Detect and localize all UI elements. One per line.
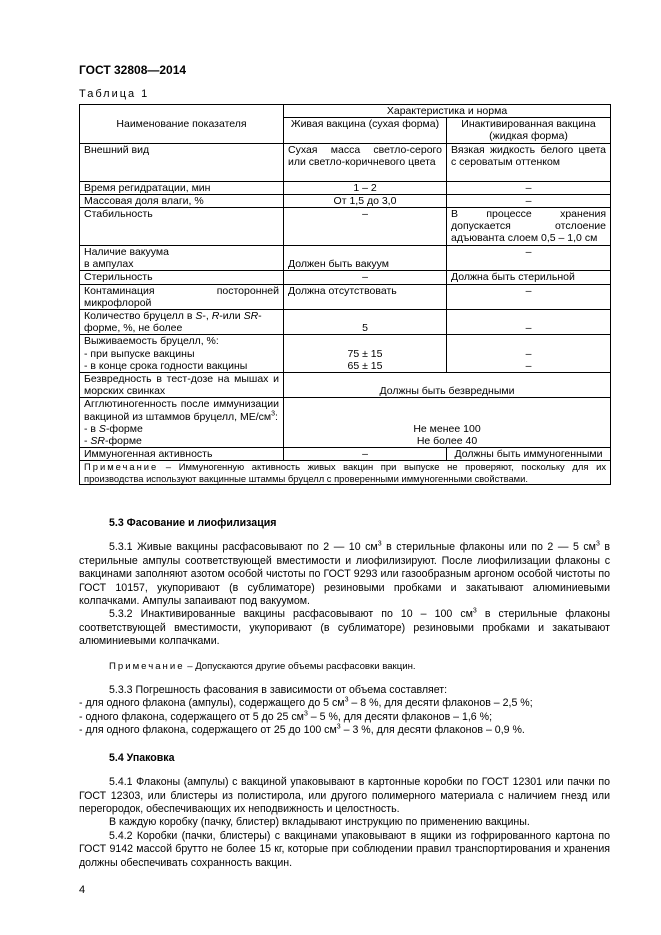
paragraph: 5.3.3 Погрешность фасования в зависимости от объема составляет: — [109, 684, 448, 697]
table-row — [80, 271, 611, 284]
cell-inact: – — [447, 284, 611, 309]
row-label: Стабильность — [80, 208, 284, 246]
list-item: - одного флакона, содержащего от 5 до 25 $см^3 - 5$ %, для десяти флаконов – 1,6 %; — [79, 710, 493, 723]
table-row — [80, 373, 611, 398]
cell-both: Должны быть безвредными — [284, 373, 611, 398]
header-group: Характеристика и норма — [284, 105, 611, 118]
cell-inact: – — [447, 194, 611, 207]
cell-live: – — [284, 271, 447, 284]
cell-inact: – — [447, 181, 611, 194]
header-live: Живая вакцина (сухая форма) — [284, 118, 447, 143]
table-row — [80, 448, 611, 461]
cell-live: От 1,5 до 3,0 — [284, 194, 447, 207]
row-label: Безвредность в тест-дозе на мышах и морских свинках — [80, 373, 284, 398]
row-label: Время регидратации, мин — [80, 181, 284, 194]
row-label: Массовая доля влаги, % — [80, 194, 284, 207]
cell-inact: Должна быть стерильной — [447, 271, 611, 284]
table-header-row — [80, 105, 611, 118]
cell-inact: – — [447, 246, 611, 271]
section-heading: 5.3 Фасование и лиофилизация — [109, 517, 277, 529]
header-name: Наименование показателя — [80, 105, 284, 144]
cell-live: Должна отсутствовать — [284, 284, 447, 309]
row-label: Иммуногенная активность — [80, 448, 284, 461]
list-item: - для одного флакона, содержащего от 25 до 100 $см^3 - 3$ %, для десяти флаконов – 0,9 %. — [79, 723, 525, 737]
paragraph: 5.3.2 Инактивированные вакцины расфасовывают по 10 – 100 $см^3$ в стерильные флаконы соответствующей вместимости, укупоривают (в сублиматоре) резиновыми пробками и закатывают алюминиевыми колпачками. — [79, 607, 610, 648]
cell-live: Должен быть вакуум — [284, 246, 447, 271]
cell-inact: В процессе хранения допускается отслоение адъюванта слоем 0,5 – 1,0 см — [447, 208, 611, 246]
cell-both: Не менее 100 Не более 40 — [284, 398, 611, 448]
table-row — [80, 284, 611, 309]
note: Примечание – Допускаются другие объемы расфасовки вакцин. — [109, 660, 416, 672]
table-row — [80, 143, 611, 181]
paragraph: 5.4.2 Коробки (пачки, блистеры) с вакцинами упаковывают в ящики из гофрированного картона по ГОСТ 9142 массой брутто не более 15 кг, которые при соблюдении правил транспортирования и хранения должны обеспечивать сохранность вакцин. — [79, 829, 610, 869]
cell-inact: Должны быть иммуногенными — [447, 448, 611, 461]
page-number: 4 — [79, 884, 86, 896]
table-row — [80, 208, 611, 246]
cell-live: 5 — [284, 310, 447, 335]
table-row — [80, 398, 611, 448]
cell-live: 75 ± 15 65 ± 15 — [284, 335, 447, 373]
section-heading: 5.4 Упаковка — [109, 751, 175, 764]
paragraph: 5.4.1 Флаконы (ампулы) с вакциной упаковывают в картонные коробки по ГОСТ 12301 или пачки по ГОСТ 12303, или блистеры из полистирола, или другого полимерного материала с наличием гнезд или перегородок, обеспечивающих их неподвижность и целостность. — [79, 776, 610, 815]
header-inact: Инактивированная вакцина (жидкая форма) — [447, 118, 611, 143]
table-note-row — [80, 461, 611, 484]
cell-live: Сухая масса светло-серого или светло-коричневого цвета — [284, 143, 447, 181]
row-label-line2: в ампулах — [84, 258, 134, 271]
paragraph: 5.3.1 Живые вакцины расфасовывают по 2 — 10 $см^3$ в стерильные флаконы или по 2 — 5 $см^3$ в стерильные ампулы соответствующей вместимости и лиофилизируют. После лиофилизации флаконы с вакцинами заполняют азотом особой чистоты по ГОСТ 9293 или газообразным аргоном особой чистоты по ГОСТ 10157, укупоривают (в сублиматоре) резиновыми пробками и закатывают алюминиевыми колпачками. Ампулы запаивают под вакуумом. — [79, 540, 611, 608]
spec-table — [79, 104, 611, 485]
table-row — [80, 335, 611, 373]
cell-inact: – — [447, 310, 611, 335]
paragraph: В каждую коробку (пачку, блистер) вкладывают инструкцию по применению вакцины. — [109, 816, 530, 829]
table-row — [80, 194, 611, 207]
table-row — [80, 310, 611, 335]
row-label-line1: Наличие вакуума — [84, 246, 169, 259]
document-header: ГОСТ 32808—2014 — [79, 63, 187, 77]
row-label: Внешний вид — [80, 143, 284, 181]
cell-live: 1 – 2 — [284, 181, 447, 194]
body-text — [79, 517, 610, 870]
cell-inact: Вязкая жидкость белого цвета с сероватым оттенком — [447, 143, 611, 181]
cell-live: – — [284, 448, 447, 461]
row-label: Выживаемость бруцелл, %: - при выпуске вакцины - в конце срока годности вакцины — [80, 335, 284, 373]
row-label: Стерильность — [80, 271, 284, 284]
row-label — [80, 246, 284, 271]
table-row — [80, 246, 611, 271]
cell-inact: – – — [447, 335, 611, 373]
row-label: Количество бруцелл в S-, R-или SR-форме, %, не более — [80, 310, 284, 335]
list-item: - для одного флакона (ампулы), содержащего до 5 $см^3 - 8$ %, для десяти флаконов – 2,5 %; — [79, 696, 533, 710]
row-label: Агглютиногенность после иммунизации вакциной из штаммов бруцелл, $МЕ/см^3$: - в S-форме - SR-форме — [80, 398, 284, 448]
table-caption: Таблица 1 — [79, 88, 150, 100]
table-note: Примечание – Иммуногенную активность живых вакцин при выпуске не проверяют, поскольку для их производства используют вакцинные штаммы бруцелл с проверенными иммуногенными свойствами. — [80, 461, 611, 484]
row-label: Контаминация посторонней микрофлорой — [80, 284, 284, 309]
table-row — [80, 181, 611, 194]
cell-live: – — [284, 208, 447, 246]
